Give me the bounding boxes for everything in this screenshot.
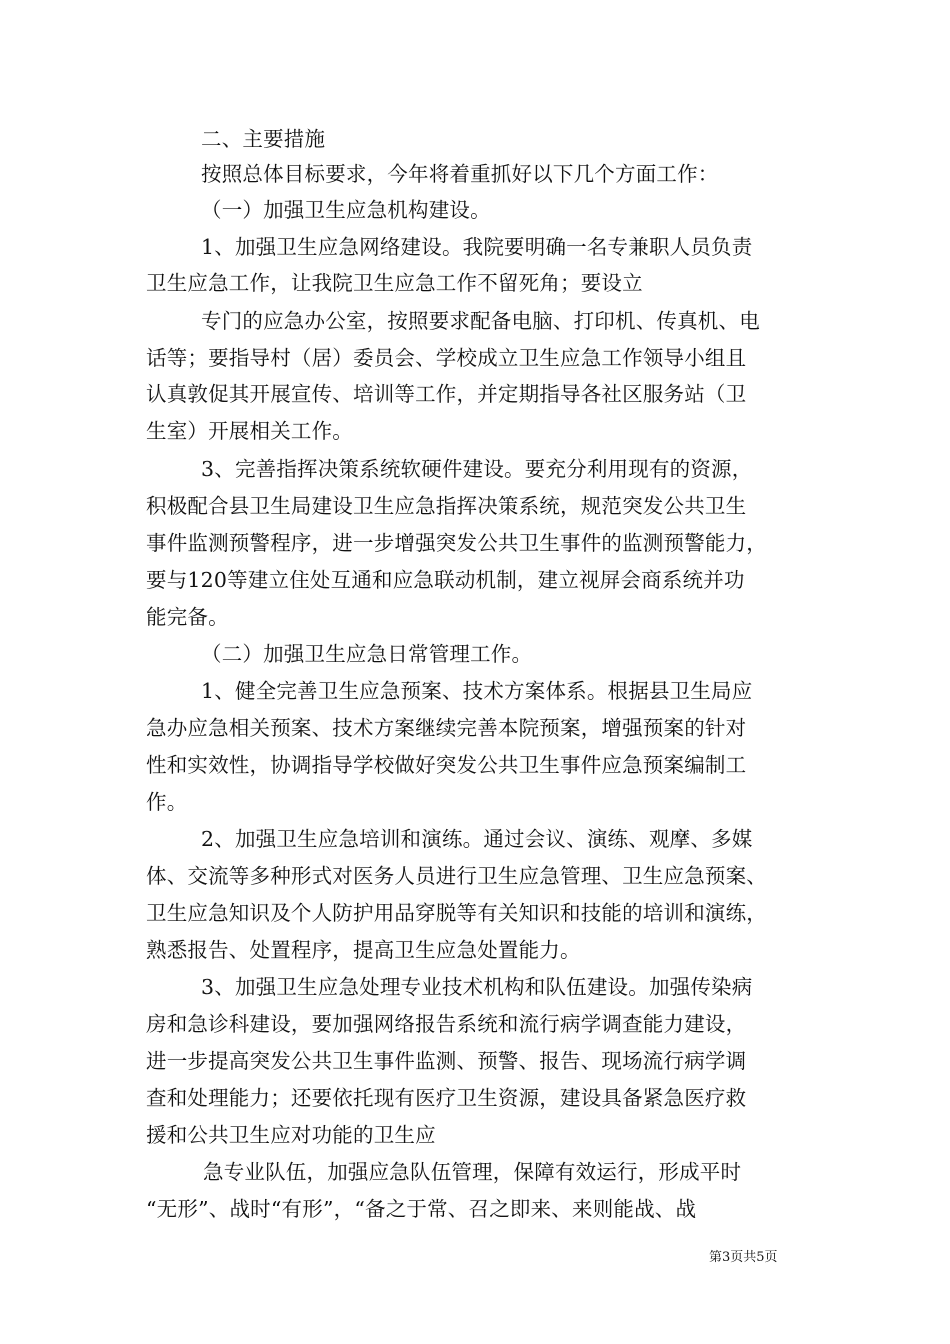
subsection-title-2: （二）加强卫生应急日常管理工作。	[201, 642, 533, 666]
paragraph-line: 要与120等建立住处互通和应急联动机制，建立视屏会商系统并功	[146, 568, 745, 592]
paragraph-line: 作。	[146, 790, 188, 814]
subsection-title-1: （一）加强卫生应急机构建设。	[201, 198, 491, 222]
page-number: 第3页共5页	[709, 1250, 778, 1265]
paragraph-line: 性和实效性，协调指导学校做好突发公共卫生事件应急预案编制工	[146, 753, 747, 777]
paragraph-line: 体、交流等多种形式对医务人员进行卫生应急管理、卫生应急预案、	[146, 864, 767, 888]
paragraph-line: 急办应急相关预案、技术方案继续完善本院预案，增强预案的针对	[146, 716, 747, 740]
paragraph-line: 急专业队伍，加强应急队伍管理，保障有效运行，形成平时	[203, 1160, 742, 1184]
paragraph-line: 3、加强卫生应急处理专业技术机构和队伍建设。加强传染病	[201, 975, 753, 999]
paragraph-line: 生室）开展相关工作。	[146, 419, 353, 443]
paragraph-line: 卫生应急知识及个人防护用品穿脱等有关知识和技能的培训和演练，	[146, 901, 767, 925]
paragraph-line: 卫生应急工作，让我院卫生应急工作不留死角；要设立	[146, 271, 643, 295]
paragraph-line: 能完备。	[146, 605, 229, 629]
paragraph-line: 援和公共卫生应对功能的卫生应	[146, 1123, 436, 1147]
paragraph-line: 1、加强卫生应急网络建设。我院要明确一名专兼职人员负责	[201, 235, 753, 259]
paragraph-line: 专门的应急办公室，按照要求配备电脑、打印机、传真机、电	[201, 309, 760, 333]
paragraph-line: 1、健全完善卫生应急预案、技术方案体系。根据县卫生局应	[201, 679, 753, 703]
paragraph-line: 房和急诊科建设，要加强网络报告系统和流行病学调查能力建设，	[146, 1012, 747, 1036]
paragraph-line: 积极配合县卫生局建设卫生应急指挥决策系统，规范突发公共卫生	[146, 494, 747, 518]
paragraph-line: 3、完善指挥决策系统软硬件建设。要充分利用现有的资源，	[201, 457, 753, 481]
section-heading: 二、主要措施	[201, 127, 326, 151]
paragraph-line: 事件监测预警程序，进一步增强突发公共卫生事件的监测预警能力，	[146, 531, 767, 555]
paragraph-line: 进一步提高突发公共卫生事件监测、预警、报告、现场流行病学调	[146, 1049, 747, 1073]
paragraph-line: 话等；要指导村（居）委员会、学校成立卫生应急工作领导小组且	[146, 346, 747, 370]
paragraph-line: “无形”、战时“有形”，“备之于常、召之即来、来则能战、战	[146, 1197, 697, 1221]
paragraph-line: 认真敦促其开展宣传、培训等工作，并定期指导各社区服务站（卫	[146, 382, 747, 406]
paragraph-line: 2、加强卫生应急培训和演练。通过会议、演练、观摩、多媒	[201, 827, 753, 851]
intro-line: 按照总体目标要求，今年将着重抓好以下几个方面工作：	[201, 162, 719, 186]
paragraph-line: 熟悉报告、处置程序，提高卫生应急处置能力。	[146, 938, 581, 962]
paragraph-line: 查和处理能力；还要依托现有医疗卫生资源，建设具备紧急医疗救	[146, 1086, 747, 1110]
